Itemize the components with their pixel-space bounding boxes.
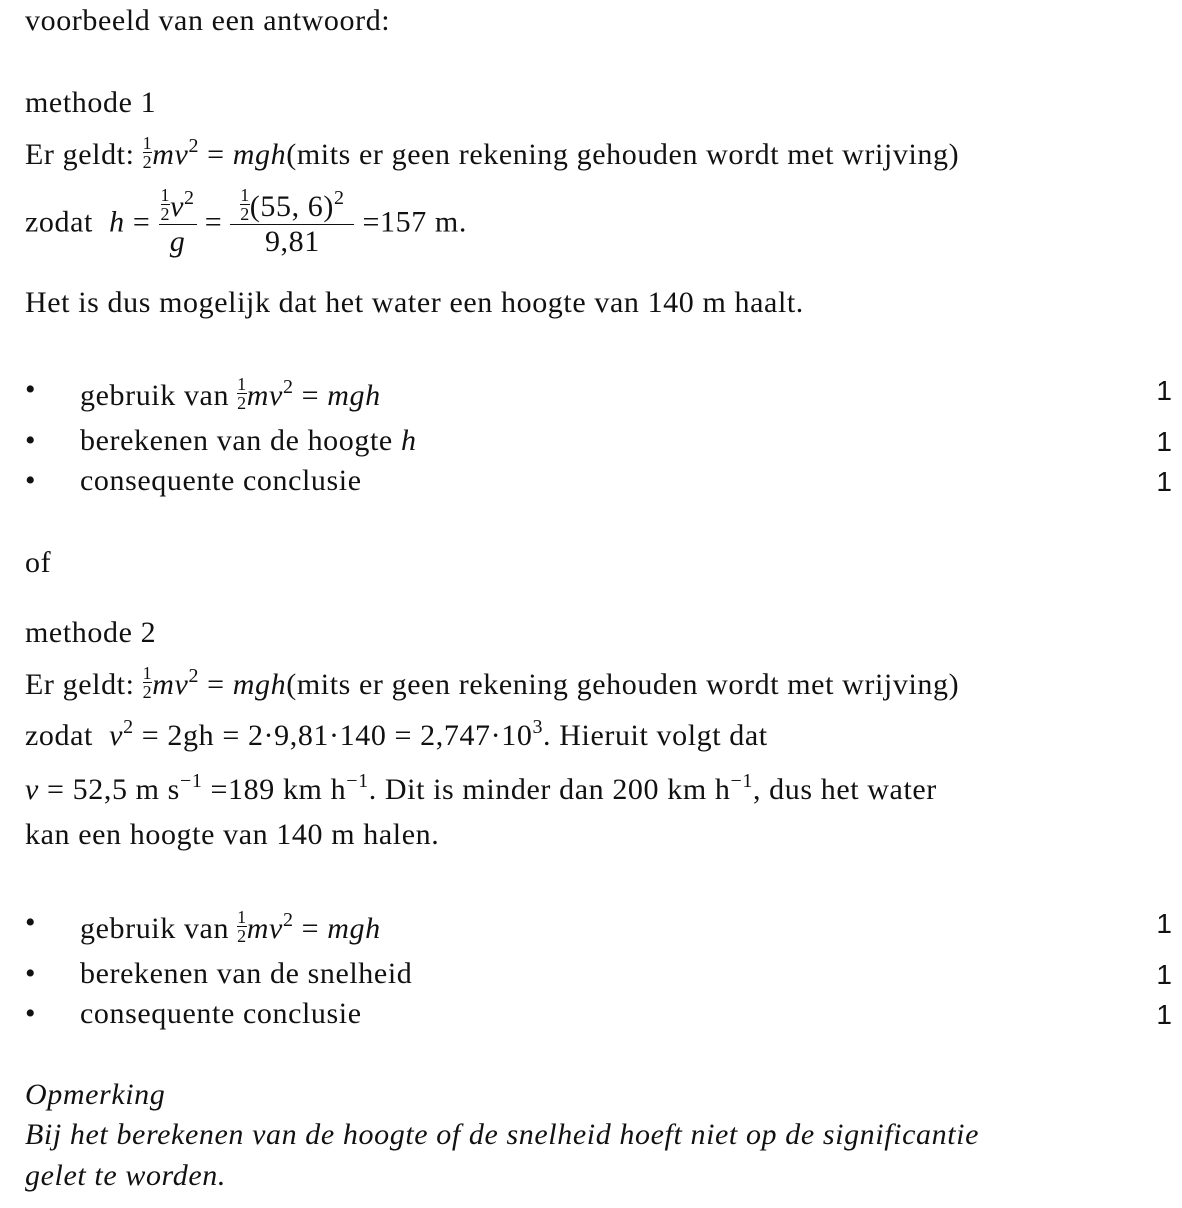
method2-title: methode 2 — [25, 616, 157, 649]
remark-line-2: gelet te worden. — [25, 1159, 226, 1192]
of-text: of — [25, 546, 52, 579]
method1-conclusion: Het is dus mogelijk dat het water een hoogte van 140 m haalt. — [25, 286, 804, 319]
method2-equation: Er geldt: $\frac{1}{2}$ $mv^2$ = mgh(mits er geen rekening gehouden wordt met wrijving) — [25, 663, 960, 702]
method1-zodat-formula: zodat h = $\frac{1}{2}$ $v^2$ g = $\frac{1}{2}$ (55, 6)$^2$ 9,81 =157 m. — [25, 185, 467, 258]
remark-line-1: Bij het berekenen van de hoogte of de snelheid hoeft niet op de significantie — [25, 1118, 979, 1151]
h-fraction-symbolic: $\frac{1}{2}$ $v^2$ g — [160, 185, 195, 258]
score: 1 — [1156, 959, 1172, 990]
method1-title: methode 1 — [25, 86, 157, 119]
half-fraction: $\frac{1}{2}$ — [142, 133, 153, 172]
score: 1 — [1156, 466, 1172, 497]
method2-velocity: v = 52,5 m $s^{-1} =189$ km $h^{-1}$. Dit is minder dan 200 km $h^{-1}$, dus het water — [25, 770, 937, 806]
method2-velocity-squared: zodat $v^2 = 2gh = 2\cdot 9,81\cdot 140 = 2,747\cdot 10^3$. Hieruit volgt dat — [25, 716, 768, 752]
remark-title: Opmerking — [25, 1078, 166, 1111]
score: 1 — [1156, 375, 1172, 406]
intro-text: voorbeeld van een antwoord: — [25, 4, 391, 37]
h-fraction-numeric: $\frac{1}{2}$ (55, 6)$^2$ 9,81 — [230, 186, 354, 259]
score: 1 — [1156, 426, 1172, 457]
score: 1 — [1156, 908, 1172, 939]
method1-equation: Er geldt: $\frac{1}{2}$ $mv^2$ = mgh(mits er geen rekening gehouden wordt met wrijving) — [25, 133, 960, 172]
method2-conclusion: kan een hoogte van 140 m halen. — [25, 818, 440, 851]
score: 1 — [1156, 999, 1172, 1030]
